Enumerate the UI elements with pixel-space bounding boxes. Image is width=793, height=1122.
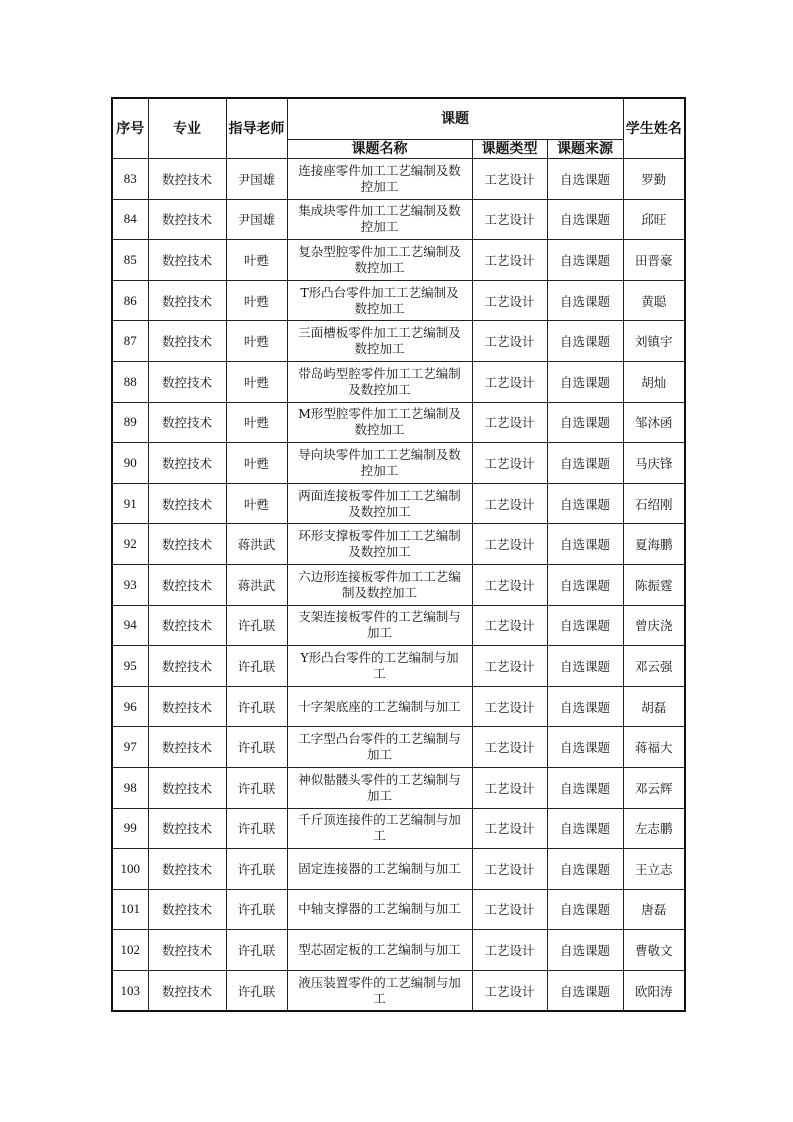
cell-topic-type: 工艺设计 <box>472 970 547 1011</box>
cell-topic-name: 十字架底座的工艺编制与加工 <box>287 686 472 727</box>
cell-advisor: 叶甦 <box>226 280 287 321</box>
cell-major: 数控技术 <box>148 808 226 849</box>
cell-topic-source: 自选课题 <box>547 483 623 524</box>
cell-topic-name: Y形凸台零件的工艺编制与加工 <box>287 646 472 687</box>
cell-student: 邹沐函 <box>623 402 685 443</box>
table-row <box>112 361 685 402</box>
cell-topic-source: 自选课题 <box>547 646 623 687</box>
header-seq: 序号 <box>112 98 148 159</box>
cell-topic-source: 自选课题 <box>547 524 623 565</box>
table-row <box>112 199 685 240</box>
cell-seq: 88 <box>112 361 148 402</box>
cell-topic-source: 自选课题 <box>547 930 623 971</box>
cell-topic-source: 自选课题 <box>547 889 623 930</box>
table-row <box>112 443 685 484</box>
cell-major: 数控技术 <box>148 483 226 524</box>
table-row <box>112 321 685 362</box>
cell-advisor: 许孔联 <box>226 849 287 890</box>
cell-advisor: 许孔联 <box>226 808 287 849</box>
cell-topic-source: 自选课题 <box>547 321 623 362</box>
cell-topic-source: 自选课题 <box>547 767 623 808</box>
table-row <box>112 686 685 727</box>
cell-advisor: 尹国雄 <box>226 159 287 200</box>
cell-topic-type: 工艺设计 <box>472 443 547 484</box>
cell-student: 夏海鹏 <box>623 524 685 565</box>
cell-advisor: 许孔联 <box>226 646 287 687</box>
cell-topic-name: 神似骷髅头零件的工艺编制与加工 <box>287 767 472 808</box>
cell-student: 邓云辉 <box>623 767 685 808</box>
cell-advisor: 叶甦 <box>226 361 287 402</box>
table-row <box>112 767 685 808</box>
cell-student: 蒋福大 <box>623 727 685 768</box>
cell-advisor: 许孔联 <box>226 889 287 930</box>
cell-seq: 102 <box>112 930 148 971</box>
header-topic-name: 课题名称 <box>287 140 472 159</box>
table-row <box>112 483 685 524</box>
cell-topic-name: 型芯固定板的工艺编制与加工 <box>287 930 472 971</box>
cell-advisor: 叶甦 <box>226 402 287 443</box>
cell-major: 数控技术 <box>148 321 226 362</box>
header-topic-type: 课题类型 <box>472 140 547 159</box>
cell-topic-name: 带岛屿型腔零件加工工艺编制及数控加工 <box>287 361 472 402</box>
cell-topic-name: 复杂型腔零件加工工艺编制及数控加工 <box>287 240 472 281</box>
cell-topic-source: 自选课题 <box>547 443 623 484</box>
cell-topic-type: 工艺设计 <box>472 159 547 200</box>
cell-advisor: 叶甦 <box>226 321 287 362</box>
cell-major: 数控技术 <box>148 849 226 890</box>
cell-topic-source: 自选课题 <box>547 159 623 200</box>
cell-student: 曹敬文 <box>623 930 685 971</box>
cell-advisor: 许孔联 <box>226 727 287 768</box>
cell-topic-name: 千斤顶连接件的工艺编制与加工 <box>287 808 472 849</box>
cell-advisor: 叶甦 <box>226 483 287 524</box>
cell-student: 邱旺 <box>623 199 685 240</box>
table-row <box>112 605 685 646</box>
cell-topic-source: 自选课题 <box>547 280 623 321</box>
table-row <box>112 970 685 1011</box>
cell-topic-type: 工艺设计 <box>472 605 547 646</box>
cell-major: 数控技术 <box>148 646 226 687</box>
cell-topic-source: 自选课题 <box>547 240 623 281</box>
cell-advisor: 叶甦 <box>226 443 287 484</box>
cell-advisor: 许孔联 <box>226 686 287 727</box>
cell-seq: 86 <box>112 280 148 321</box>
cell-topic-source: 自选课题 <box>547 727 623 768</box>
cell-advisor: 蒋洪武 <box>226 524 287 565</box>
cell-seq: 91 <box>112 483 148 524</box>
table-row <box>112 280 685 321</box>
table-row <box>112 159 685 200</box>
cell-seq: 100 <box>112 849 148 890</box>
cell-topic-type: 工艺设计 <box>472 199 547 240</box>
cell-topic-name: 连接座零件加工工艺编制及数控加工 <box>287 159 472 200</box>
cell-seq: 85 <box>112 240 148 281</box>
header-advisor: 指导老师 <box>226 98 287 159</box>
cell-topic-name: 液压装置零件的工艺编制与加工 <box>287 970 472 1011</box>
cell-topic-name: 两面连接板零件加工工艺编制及数控加工 <box>287 483 472 524</box>
table-row <box>112 564 685 605</box>
cell-student: 唐磊 <box>623 889 685 930</box>
cell-topic-type: 工艺设计 <box>472 564 547 605</box>
cell-advisor: 许孔联 <box>226 930 287 971</box>
header-topic: 课题 <box>287 98 623 140</box>
cell-seq: 103 <box>112 970 148 1011</box>
cell-topic-name: 中轴支撑器的工艺编制与加工 <box>287 889 472 930</box>
table-row <box>112 889 685 930</box>
cell-advisor: 蒋洪武 <box>226 564 287 605</box>
cell-seq: 96 <box>112 686 148 727</box>
cell-major: 数控技术 <box>148 970 226 1011</box>
cell-seq: 89 <box>112 402 148 443</box>
cell-major: 数控技术 <box>148 889 226 930</box>
cell-topic-name: T形凸台零件加工工艺编制及数控加工 <box>287 280 472 321</box>
cell-advisor: 许孔联 <box>226 605 287 646</box>
cell-student: 胡磊 <box>623 686 685 727</box>
cell-seq: 98 <box>112 767 148 808</box>
cell-seq: 99 <box>112 808 148 849</box>
cell-seq: 87 <box>112 321 148 362</box>
cell-topic-type: 工艺设计 <box>472 646 547 687</box>
table-row <box>112 524 685 565</box>
cell-topic-name: 集成块零件加工工艺编制及数控加工 <box>287 199 472 240</box>
cell-student: 邓云强 <box>623 646 685 687</box>
header-topic-source: 课题来源 <box>547 140 623 159</box>
table-body <box>112 159 685 1012</box>
cell-topic-type: 工艺设计 <box>472 321 547 362</box>
cell-topic-type: 工艺设计 <box>472 524 547 565</box>
cell-major: 数控技术 <box>148 402 226 443</box>
table-row <box>112 849 685 890</box>
cell-major: 数控技术 <box>148 767 226 808</box>
cell-student: 马庆锋 <box>623 443 685 484</box>
cell-seq: 84 <box>112 199 148 240</box>
cell-topic-name: 固定连接器的工艺编制与加工 <box>287 849 472 890</box>
cell-topic-source: 自选课题 <box>547 686 623 727</box>
cell-student: 曾庆浇 <box>623 605 685 646</box>
cell-seq: 97 <box>112 727 148 768</box>
topic-table <box>111 97 686 1012</box>
cell-topic-type: 工艺设计 <box>472 767 547 808</box>
cell-topic-type: 工艺设计 <box>472 483 547 524</box>
cell-topic-type: 工艺设计 <box>472 727 547 768</box>
cell-topic-name: 工字型凸台零件的工艺编制与加工 <box>287 727 472 768</box>
cell-major: 数控技术 <box>148 605 226 646</box>
cell-student: 胡灿 <box>623 361 685 402</box>
cell-topic-type: 工艺设计 <box>472 361 547 402</box>
cell-advisor: 尹国雄 <box>226 199 287 240</box>
table-row <box>112 646 685 687</box>
cell-advisor: 许孔联 <box>226 970 287 1011</box>
cell-topic-source: 自选课题 <box>547 199 623 240</box>
cell-topic-type: 工艺设计 <box>472 280 547 321</box>
table-row <box>112 727 685 768</box>
cell-topic-type: 工艺设计 <box>472 402 547 443</box>
cell-major: 数控技术 <box>148 686 226 727</box>
table-row <box>112 240 685 281</box>
cell-major: 数控技术 <box>148 443 226 484</box>
cell-student: 王立志 <box>623 849 685 890</box>
cell-topic-type: 工艺设计 <box>472 686 547 727</box>
cell-topic-type: 工艺设计 <box>472 849 547 890</box>
cell-topic-source: 自选课题 <box>547 564 623 605</box>
cell-topic-type: 工艺设计 <box>472 930 547 971</box>
cell-seq: 94 <box>112 605 148 646</box>
header-major: 专业 <box>148 98 226 159</box>
cell-topic-source: 自选课题 <box>547 849 623 890</box>
cell-student: 刘镇宇 <box>623 321 685 362</box>
cell-topic-type: 工艺设计 <box>472 808 547 849</box>
cell-student: 欧阳涛 <box>623 970 685 1011</box>
cell-topic-source: 自选课题 <box>547 605 623 646</box>
cell-major: 数控技术 <box>148 280 226 321</box>
cell-topic-name: 导向块零件加工工艺编制及数控加工 <box>287 443 472 484</box>
cell-seq: 93 <box>112 564 148 605</box>
cell-major: 数控技术 <box>148 159 226 200</box>
cell-major: 数控技术 <box>148 199 226 240</box>
cell-seq: 90 <box>112 443 148 484</box>
table-row <box>112 930 685 971</box>
cell-major: 数控技术 <box>148 930 226 971</box>
cell-topic-type: 工艺设计 <box>472 240 547 281</box>
cell-major: 数控技术 <box>148 240 226 281</box>
cell-topic-type: 工艺设计 <box>472 889 547 930</box>
table-row <box>112 808 685 849</box>
cell-seq: 92 <box>112 524 148 565</box>
cell-topic-source: 自选课题 <box>547 361 623 402</box>
cell-major: 数控技术 <box>148 564 226 605</box>
cell-major: 数控技术 <box>148 727 226 768</box>
cell-student: 石绍刚 <box>623 483 685 524</box>
cell-topic-source: 自选课题 <box>547 402 623 443</box>
cell-topic-name: 环形支撑板零件加工工艺编制及数控加工 <box>287 524 472 565</box>
cell-student: 陈振霆 <box>623 564 685 605</box>
cell-topic-name: 支架连接板零件的工艺编制与加工 <box>287 605 472 646</box>
table-row <box>112 402 685 443</box>
cell-student: 左志鹏 <box>623 808 685 849</box>
header-student: 学生姓名 <box>623 98 685 159</box>
cell-major: 数控技术 <box>148 524 226 565</box>
cell-seq: 101 <box>112 889 148 930</box>
cell-topic-source: 自选课题 <box>547 970 623 1011</box>
cell-topic-name: 六边形连接板零件加工工艺编制及数控加工 <box>287 564 472 605</box>
cell-advisor: 叶甦 <box>226 240 287 281</box>
cell-advisor: 许孔联 <box>226 767 287 808</box>
cell-seq: 95 <box>112 646 148 687</box>
cell-student: 黄聪 <box>623 280 685 321</box>
cell-student: 罗勤 <box>623 159 685 200</box>
cell-student: 田晋豪 <box>623 240 685 281</box>
cell-major: 数控技术 <box>148 361 226 402</box>
cell-seq: 83 <box>112 159 148 200</box>
cell-topic-name: M形型腔零件加工工艺编制及数控加工 <box>287 402 472 443</box>
cell-topic-source: 自选课题 <box>547 808 623 849</box>
cell-topic-name: 三面槽板零件加工工艺编制及数控加工 <box>287 321 472 362</box>
